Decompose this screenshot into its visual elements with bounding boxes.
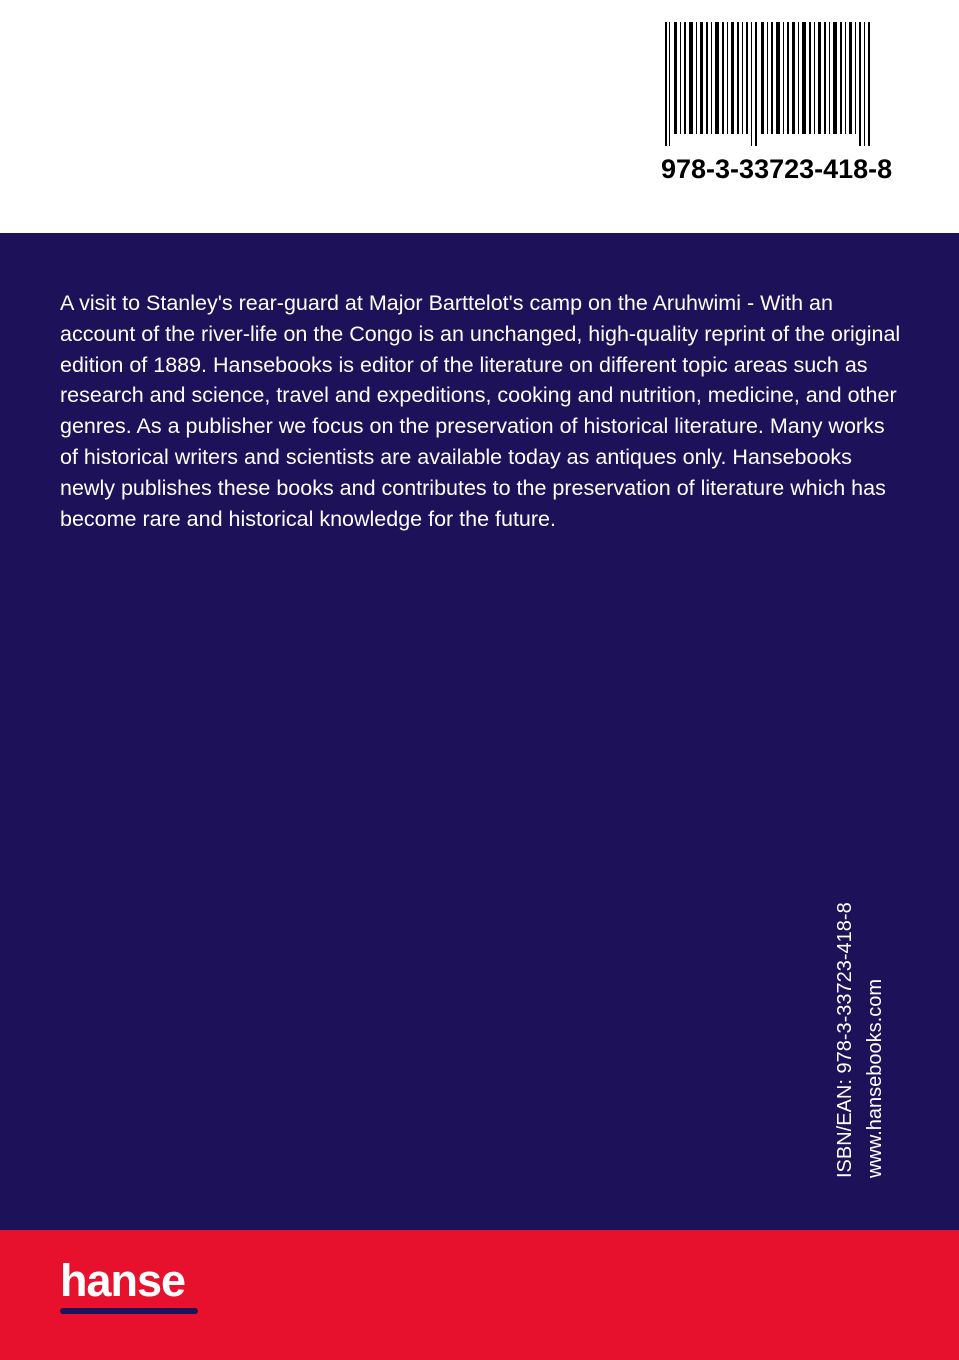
vertical-info-block [834, 838, 915, 1178]
barcode-icon [661, 22, 873, 146]
isbn-number: 978-3-33723-418-8 [661, 154, 893, 184]
hanse-logo [60, 1255, 280, 1314]
barcode-block [661, 22, 893, 185]
isbn-ean-vertical: ISBN/EAN: 978-3-33723-418-8 [834, 902, 856, 1178]
blurb-paragraph: A visit to Stanley's rear-guard at Major Barttelot's camp on the Aruhwimi - With an account of the river-life on the Congo is an unchanged, high-quality reprint of the original edition of 1889. Hansebooks is editor of the literature on different topic areas such as research and science, travel and expeditions, cooking and nutrition, medicine, and other genres. As a publisher we focus on the preservation of historical literature. Many works of historical writers and scientists are available today as antiques only. Hansebooks newly publishes these books and contributes to the preservation of literature which has become rare and historical knowledge for the future. [60, 291, 901, 531]
website-vertical: www.hansebooks.com [864, 979, 886, 1178]
back-cover-panel [0, 233, 959, 1230]
logo-underline [60, 1308, 198, 1314]
blurb-text [60, 288, 905, 534]
barcode-band [0, 0, 959, 233]
hanse-logo-text: hanse [60, 1255, 186, 1306]
publisher-band [0, 1230, 959, 1360]
